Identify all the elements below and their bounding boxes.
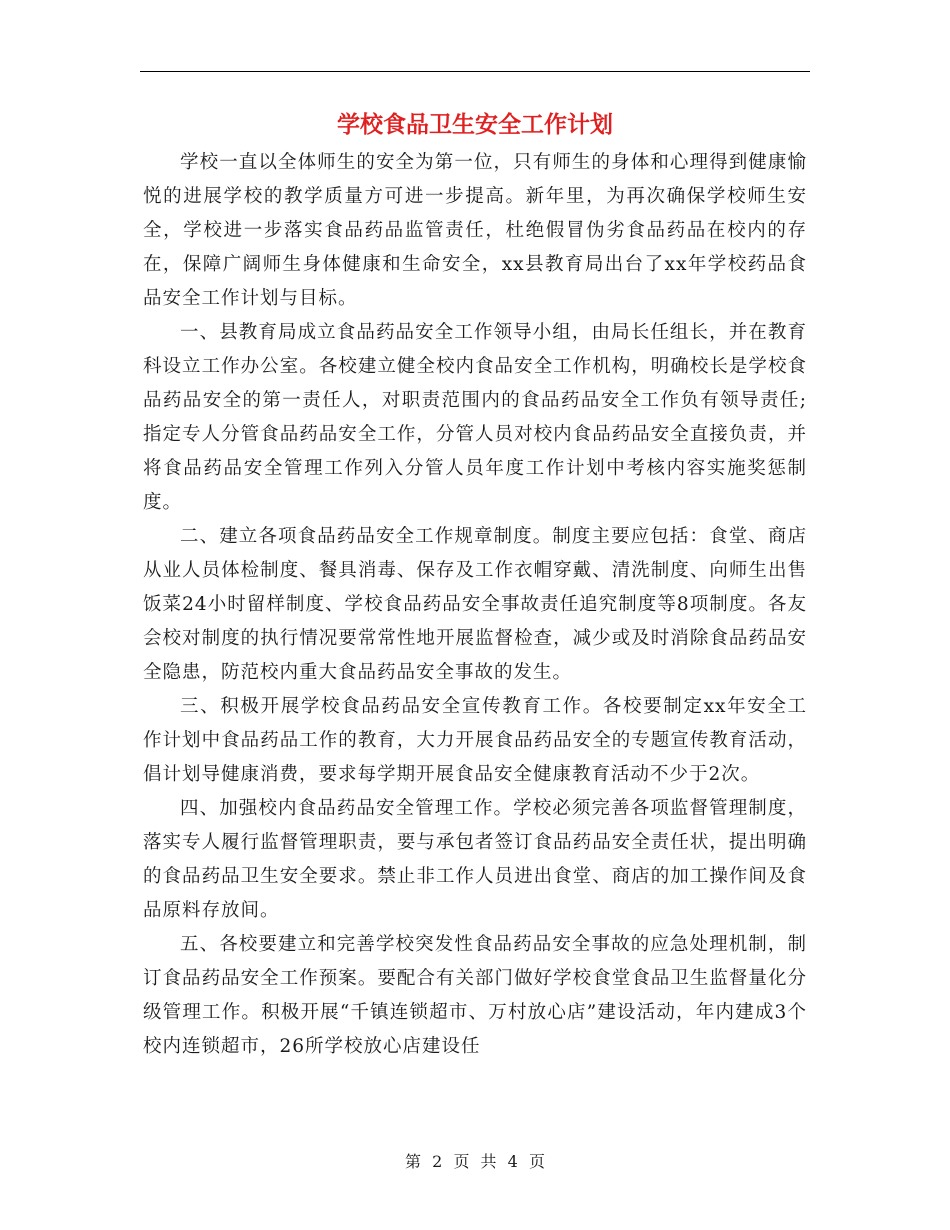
- header-rule: [140, 71, 810, 72]
- footer-prefix: 第: [405, 1152, 422, 1171]
- paragraph-section-2: 二、建立各项食品药品安全工作规章制度。制度主要应包括：食堂、商店从业人员体检制度、餐具消毒、保存及工作衣帽穿戴、清洗制度、向师生出售饭菜24小时留样制度、学校食品药品安全事故责任追究制度等8项制度。各友会校对制度的执行情况要常常性地开展监督检查，减少或及时消除食品药品安全隐患，防范校内重大食品药品安全事故的发生。: [143, 526, 807, 683]
- footer-suffix: 页: [528, 1152, 545, 1171]
- paragraph-section-4: 四、加强校内食品药品安全管理工作。学校必须完善各项监督管理制度，落实专人履行监督管理职责，要与承包者签订食品药品安全责任状，提出明确的食品药品卫生安全要求。禁止非工作人员进出食堂、商店的加工操作间及食品原料存放间。: [143, 798, 807, 921]
- paragraph-section-5: 五、各校要建立和完善学校突发性食品药品安全事故的应急处理机制，制订食品药品安全工作预案。要配合有关部门做好学校食堂食品卫生监督量化分级管理工作。积极开展“千镇连锁超市、万村放心店”建设活动，年内建成3个校内连锁超市，26所学校放心店建设任: [143, 934, 807, 1057]
- paragraph-intro: 学校一直以全体师生的安全为第一位，只有师生的身体和心理得到健康愉悦的进展学校的教学质量方可进一步提高。新年里，为再次确保学校师生安全，学校进一步落实食品药品监管责任，杜绝假冒伪劣食品药品在校内的存在，保障广阔师生身体健康和生命安全，xx县教育局出台了xx年学校药品食品安全工作计划与目标。: [143, 152, 807, 309]
- page-footer: [0, 1150, 950, 1174]
- paragraph-section-3: 三、积极开展学校食品药品安全宣传教育工作。各校要制定xx年安全工作计划中食品药品工作的教育，大力开展食品药品安全的专题宣传教育活动，倡计划导健康消费，要求每学期开展食品安全健康教育活动不少于2次。: [143, 696, 807, 785]
- footer-page-word: 页: [453, 1152, 470, 1171]
- footer-current-page: 2: [432, 1152, 443, 1171]
- paragraph-section-1: 一、县教育局成立食品药品安全工作领导小组，由局长任组长，并在教育科设立工作办公室。各校建立健全校内食品安全工作机构，明确校长是学校食品药品安全的第一责任人，对职责范围内的食品药品安全工作负有领导责任;指定专人分管食品药品安全工作，分管人员对校内食品药品安全直接负责，并将食品药品安全管理工作列入分管人员年度工作计划中考核内容实施奖惩制度。: [143, 322, 807, 513]
- footer-total-word: 共: [480, 1152, 497, 1171]
- footer-total-pages: 4: [507, 1152, 518, 1171]
- document-body: [143, 146, 807, 1064]
- document-title: 学校食品卫生安全工作计划: [337, 111, 613, 138]
